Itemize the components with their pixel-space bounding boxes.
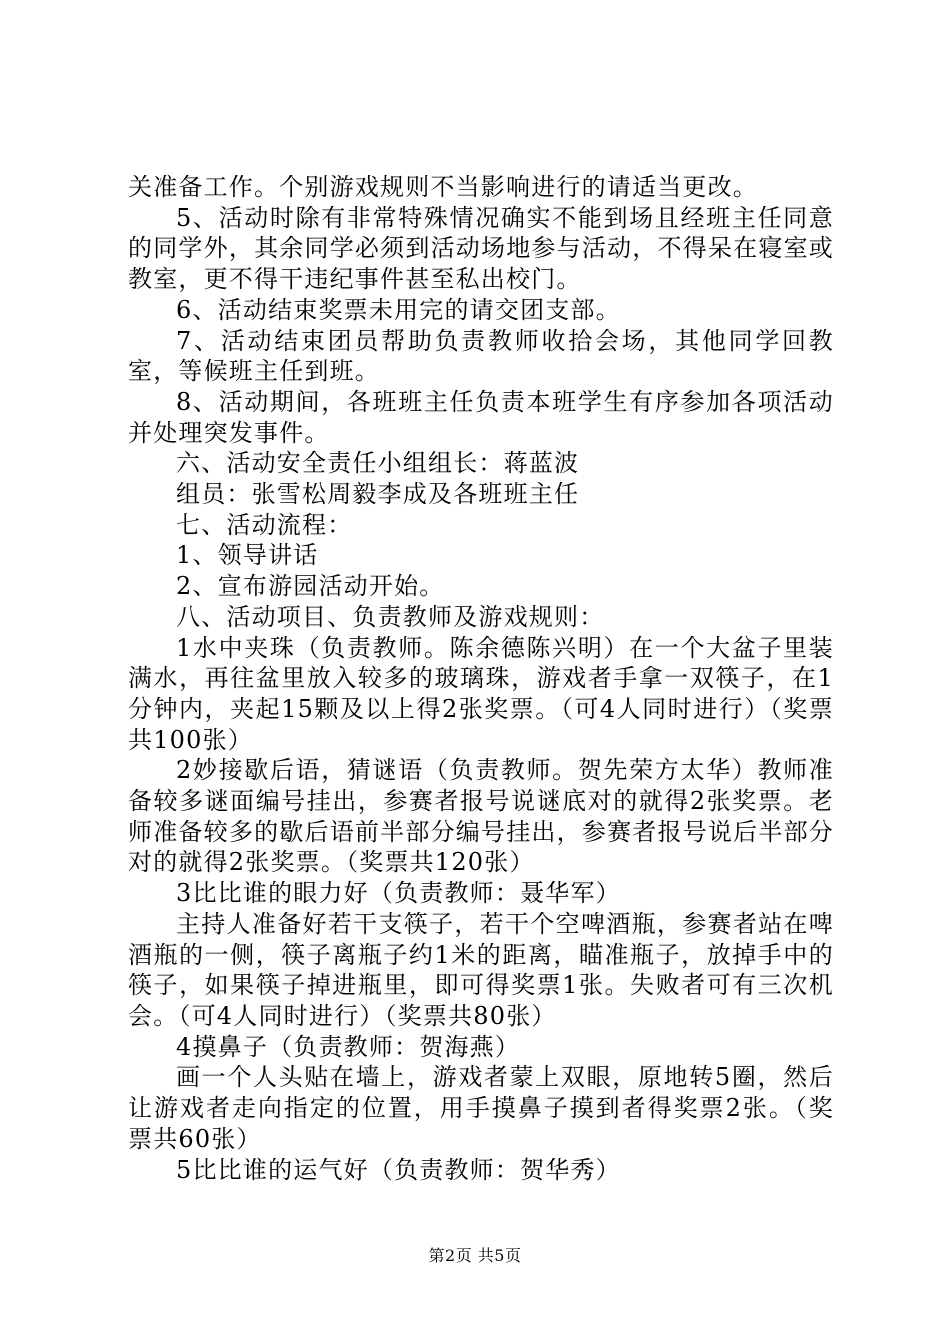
paragraph-project-2: 2妙接歇后语，猜谜语（负责教师。贺先荣方太华）教师准备较多谜面编号挂出，参赛者报号说谜底对的就得2张奖票。老师准备较多的歇后语前半部分编号挂出，参赛者报号说后半部分对的就得2张奖票。（奖票共120张） [128,756,834,877]
section-heading-process: 七、活动流程： [176,510,353,539]
paragraph-rule-5: 5、活动时除有非常特殊情况确实不能到场且经班主任同意的同学外，其余同学必须到活动场地参与活动，不得呆在寝室或教室，更不得干违纪事件甚至私出校门。 [128,203,834,294]
list-item-process-2: 2、宣布游园活动开始。 [176,572,445,601]
document-body [128,172,834,1185]
list-item-process-1: 1、领导讲话 [176,541,319,570]
paragraph-project-3-rules: 主持人准备好若干支筷子，若干个空啤酒瓶，参赛者站在啤酒瓶的一侧，筷子离瓶子约1米的距离，瞄准瓶子，放掉手中的筷子，如果筷子掉进瓶里，即可得奖票1张。失败者可有三次机会。（可4人同时进行）（奖票共80张） [128,909,834,1030]
section-heading-safety: 六、活动安全责任小组组长：蒋蓝波 [176,449,580,478]
project-5-title: 5比比谁的运气好（负责教师：贺华秀） [176,1155,621,1184]
paragraph-project-1: 1水中夹珠（负责教师。陈余德陈兴明）在一个大盆子里装满水，再往盆里放入较多的玻璃珠，游戏者手拿一双筷子，在1分钟内，夹起15颗及以上得2张奖票。（可4人同时进行）（奖票共100张） [128,633,834,754]
project-3-title: 3比比谁的眼力好（负责教师：聂华军） [176,879,621,908]
paragraph-project-4-rules: 画一个人头贴在墙上，游戏者蒙上双眼，原地转5圈，然后让游戏者走向指定的位置，用手摸鼻子摸到者得奖票2张。（奖票共60张） [128,1063,834,1153]
section-heading-projects: 八、活动项目、负责教师及游戏规则： [176,602,605,631]
paragraph-rule-7: 7、活动结束团员帮助负责教师收拾会场，其他同学回教室，等候班主任到班。 [128,326,834,386]
page-footer [0,1243,950,1266]
paragraph-members: 组员：张雪松周毅李成及各班班主任 [176,480,580,509]
paragraph-rule-6: 6、活动结束奖票未用完的请交团支部。 [176,295,621,324]
page-number: 第2页 共5页 [428,1246,522,1265]
project-4-title: 4摸鼻子（负责教师：贺海燕） [176,1032,521,1061]
paragraph-rule-8: 8、活动期间，各班班主任负责本班学生有序参加各项活动并处理突发事件。 [128,387,834,447]
paragraph-continuation: 关准备工作。个别游戏规则不当影响进行的请适当更改。 [128,173,758,201]
